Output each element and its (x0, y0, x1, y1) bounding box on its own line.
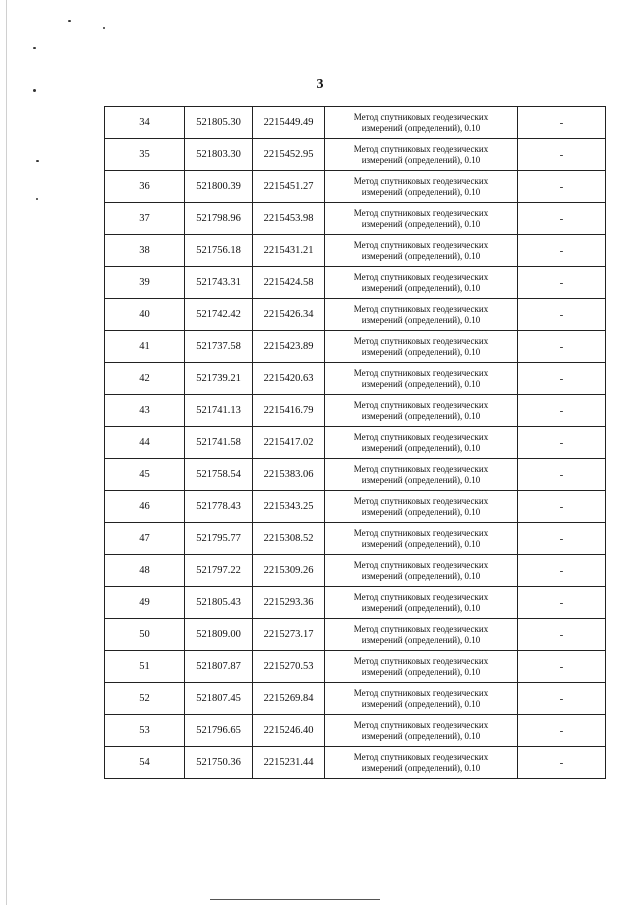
method-cell (325, 683, 518, 715)
x-coordinate-cell: 521803.30 (185, 139, 253, 171)
note-cell: - (518, 203, 606, 235)
method-cell (325, 331, 518, 363)
point-number-cell: 34 (105, 107, 185, 139)
table-row (105, 171, 606, 203)
note-cell: - (518, 267, 606, 299)
y-coordinate-cell: 2215293.36 (253, 587, 325, 619)
method-text-line1: Метод спутниковых геодезических (353, 751, 489, 762)
method-cell (325, 651, 518, 683)
method-text-line1: Метод спутниковых геодезических (353, 399, 489, 410)
method-cell (325, 555, 518, 587)
method-cell (325, 523, 518, 555)
note-cell: - (518, 459, 606, 491)
y-coordinate-cell: 2215246.40 (253, 715, 325, 747)
point-number-cell: 36 (105, 171, 185, 203)
x-coordinate-cell: 521795.77 (185, 523, 253, 555)
point-number-cell: 39 (105, 267, 185, 299)
y-coordinate-cell: 2215424.58 (253, 267, 325, 299)
table-row (105, 139, 606, 171)
table-row (105, 331, 606, 363)
point-number-cell: 49 (105, 587, 185, 619)
y-coordinate-cell: 2215431.21 (253, 235, 325, 267)
note-cell: - (518, 299, 606, 331)
point-number-cell: 41 (105, 331, 185, 363)
table-row (105, 267, 606, 299)
method-text-line2: измерений (определений), 0.10 (361, 122, 481, 133)
method-text-line1: Метод спутниковых геодезических (353, 463, 489, 474)
note-cell: - (518, 715, 606, 747)
note-cell: - (518, 619, 606, 651)
method-text-line1: Метод спутниковых геодезических (353, 623, 489, 634)
point-number-cell: 48 (105, 555, 185, 587)
method-text-line2: измерений (определений), 0.10 (361, 410, 481, 421)
method-text-line2: измерений (определений), 0.10 (361, 346, 481, 357)
method-text-line2: измерений (определений), 0.10 (361, 378, 481, 389)
note-cell: - (518, 491, 606, 523)
method-text-line1: Метод спутниковых геодезических (353, 175, 489, 186)
y-coordinate-cell: 2215449.49 (253, 107, 325, 139)
method-cell (325, 395, 518, 427)
method-text-line2: измерений (определений), 0.10 (361, 282, 481, 293)
y-coordinate-cell: 2215309.26 (253, 555, 325, 587)
x-coordinate-cell: 521750.36 (185, 747, 253, 779)
method-cell (325, 491, 518, 523)
method-cell (325, 619, 518, 651)
x-coordinate-cell: 521796.65 (185, 715, 253, 747)
table-row (105, 587, 606, 619)
point-number-cell: 35 (105, 139, 185, 171)
note-cell: - (518, 747, 606, 779)
table-row (105, 299, 606, 331)
x-coordinate-cell: 521742.42 (185, 299, 253, 331)
method-cell (325, 587, 518, 619)
method-cell (325, 171, 518, 203)
note-cell: - (518, 171, 606, 203)
method-text-line2: измерений (определений), 0.10 (361, 762, 481, 773)
method-text-line2: измерений (определений), 0.10 (361, 602, 481, 613)
y-coordinate-cell: 2215231.44 (253, 747, 325, 779)
y-coordinate-cell: 2215423.89 (253, 331, 325, 363)
method-text-line2: измерений (определений), 0.10 (361, 474, 481, 485)
x-coordinate-cell: 521807.45 (185, 683, 253, 715)
method-text-line2: измерений (определений), 0.10 (361, 666, 481, 677)
y-coordinate-cell: 2215343.25 (253, 491, 325, 523)
table-row (105, 523, 606, 555)
method-cell (325, 107, 518, 139)
point-number-cell: 45 (105, 459, 185, 491)
note-cell: - (518, 139, 606, 171)
x-coordinate-cell: 521756.18 (185, 235, 253, 267)
y-coordinate-cell: 2215426.34 (253, 299, 325, 331)
method-text-line1: Метод спутниковых геодезических (353, 655, 489, 666)
method-text-line1: Метод спутниковых геодезических (353, 303, 489, 314)
method-text-line2: измерений (определений), 0.10 (361, 570, 481, 581)
method-text-line2: измерений (определений), 0.10 (361, 250, 481, 261)
page-number: 3 (316, 77, 324, 92)
note-cell: - (518, 235, 606, 267)
point-number-cell: 46 (105, 491, 185, 523)
note-cell: - (518, 523, 606, 555)
point-number-cell: 54 (105, 747, 185, 779)
x-coordinate-cell: 521743.31 (185, 267, 253, 299)
note-cell: - (518, 363, 606, 395)
x-coordinate-cell: 521809.00 (185, 619, 253, 651)
method-cell (325, 747, 518, 779)
point-number-cell: 43 (105, 395, 185, 427)
method-text-line2: измерений (определений), 0.10 (361, 538, 481, 549)
table-row (105, 107, 606, 139)
method-text-line1: Метод спутниковых геодезических (353, 559, 489, 570)
method-text-line1: Метод спутниковых геодезических (353, 527, 489, 538)
method-cell (325, 459, 518, 491)
method-cell (325, 299, 518, 331)
method-cell (325, 715, 518, 747)
table-row (105, 683, 606, 715)
y-coordinate-cell: 2215451.27 (253, 171, 325, 203)
method-text-line2: измерений (определений), 0.10 (361, 506, 481, 517)
y-coordinate-cell: 2215383.06 (253, 459, 325, 491)
method-text-line1: Метод спутниковых геодезических (353, 207, 489, 218)
method-text-line2: измерений (определений), 0.10 (361, 154, 481, 165)
y-coordinate-cell: 2215417.02 (253, 427, 325, 459)
note-cell: - (518, 555, 606, 587)
scan-margin-line (6, 0, 7, 905)
x-coordinate-cell: 521805.43 (185, 587, 253, 619)
method-cell (325, 139, 518, 171)
point-number-cell: 38 (105, 235, 185, 267)
method-text-line1: Метод спутниковых геодезических (353, 239, 489, 250)
y-coordinate-cell: 2215269.84 (253, 683, 325, 715)
scan-speck (103, 27, 105, 29)
point-number-cell: 44 (105, 427, 185, 459)
method-text-line2: измерений (определений), 0.10 (361, 698, 481, 709)
scan-speck (36, 198, 38, 200)
note-cell: - (518, 587, 606, 619)
table-row (105, 715, 606, 747)
table-row (105, 651, 606, 683)
table-row (105, 619, 606, 651)
method-text-line2: измерений (определений), 0.10 (361, 634, 481, 645)
y-coordinate-cell: 2215273.17 (253, 619, 325, 651)
method-text-line2: измерений (определений), 0.10 (361, 314, 481, 325)
note-cell: - (518, 427, 606, 459)
method-cell (325, 363, 518, 395)
y-coordinate-cell: 2215420.63 (253, 363, 325, 395)
x-coordinate-cell: 521739.21 (185, 363, 253, 395)
point-number-cell: 40 (105, 299, 185, 331)
method-text-line2: измерений (определений), 0.10 (361, 218, 481, 229)
x-coordinate-cell: 521805.30 (185, 107, 253, 139)
point-number-cell: 52 (105, 683, 185, 715)
table-row (105, 491, 606, 523)
method-cell (325, 427, 518, 459)
method-cell (325, 235, 518, 267)
note-cell: - (518, 683, 606, 715)
coordinates-table (104, 106, 606, 779)
point-number-cell: 50 (105, 619, 185, 651)
method-text-line1: Метод спутниковых геодезических (353, 111, 489, 122)
x-coordinate-cell: 521807.87 (185, 651, 253, 683)
bottom-rule (210, 899, 380, 900)
point-number-cell: 42 (105, 363, 185, 395)
table-row (105, 203, 606, 235)
method-text-line1: Метод спутниковых геодезических (353, 495, 489, 506)
method-text-line1: Метод спутниковых геодезических (353, 143, 489, 154)
note-cell: - (518, 395, 606, 427)
method-text-line1: Метод спутниковых геодезических (353, 431, 489, 442)
note-cell: - (518, 107, 606, 139)
x-coordinate-cell: 521797.22 (185, 555, 253, 587)
table-row (105, 459, 606, 491)
table-row (105, 427, 606, 459)
method-text-line1: Метод спутниковых геодезических (353, 687, 489, 698)
x-coordinate-cell: 521741.13 (185, 395, 253, 427)
y-coordinate-cell: 2215416.79 (253, 395, 325, 427)
method-text-line1: Метод спутниковых геодезических (353, 591, 489, 602)
table-row (105, 363, 606, 395)
method-text-line1: Метод спутниковых геодезических (353, 367, 489, 378)
y-coordinate-cell: 2215308.52 (253, 523, 325, 555)
method-text-line1: Метод спутниковых геодезических (353, 271, 489, 282)
scan-speck (36, 160, 39, 162)
y-coordinate-cell: 2215270.53 (253, 651, 325, 683)
table-row (105, 395, 606, 427)
point-number-cell: 53 (105, 715, 185, 747)
method-text-line2: измерений (определений), 0.10 (361, 186, 481, 197)
table-row (105, 555, 606, 587)
x-coordinate-cell: 521741.58 (185, 427, 253, 459)
method-cell (325, 203, 518, 235)
method-text-line1: Метод спутниковых геодезических (353, 719, 489, 730)
table-row (105, 747, 606, 779)
y-coordinate-cell: 2215452.95 (253, 139, 325, 171)
method-cell (325, 267, 518, 299)
x-coordinate-cell: 521737.58 (185, 331, 253, 363)
scan-speck (68, 20, 71, 22)
note-cell: - (518, 651, 606, 683)
method-text-line2: измерений (определений), 0.10 (361, 730, 481, 741)
point-number-cell: 47 (105, 523, 185, 555)
method-text-line2: измерений (определений), 0.10 (361, 442, 481, 453)
x-coordinate-cell: 521778.43 (185, 491, 253, 523)
coordinates-table-body (105, 107, 606, 779)
x-coordinate-cell: 521758.54 (185, 459, 253, 491)
x-coordinate-cell: 521800.39 (185, 171, 253, 203)
x-coordinate-cell: 521798.96 (185, 203, 253, 235)
scan-speck (33, 47, 36, 49)
point-number-cell: 37 (105, 203, 185, 235)
note-cell: - (518, 331, 606, 363)
y-coordinate-cell: 2215453.98 (253, 203, 325, 235)
table-row (105, 235, 606, 267)
method-text-line1: Метод спутниковых геодезических (353, 335, 489, 346)
point-number-cell: 51 (105, 651, 185, 683)
